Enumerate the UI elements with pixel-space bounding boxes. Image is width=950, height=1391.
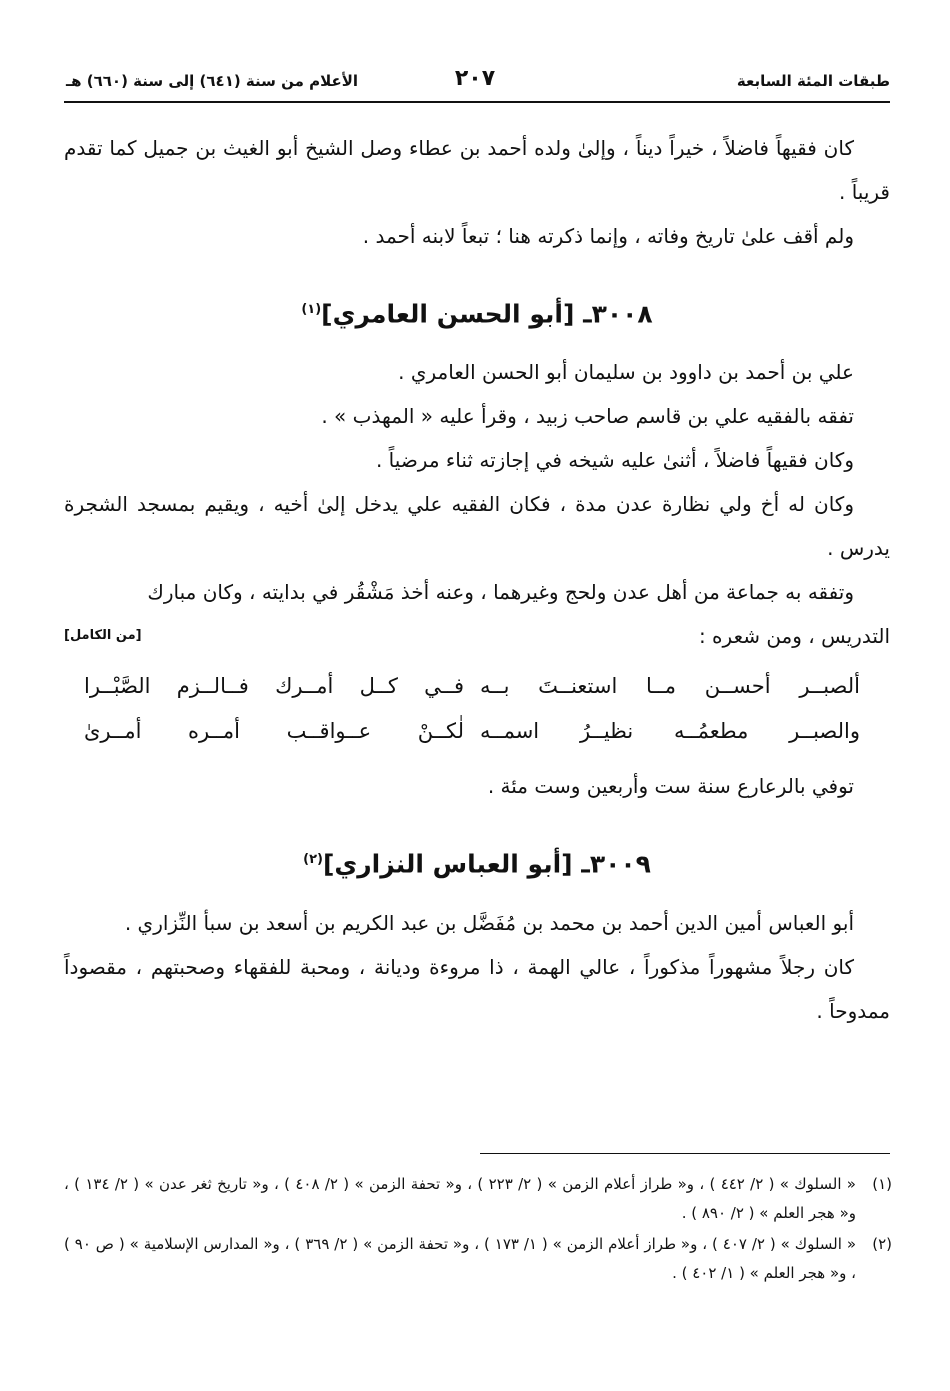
footnote-ref: (٢) <box>303 852 323 868</box>
entry-paragraph: أبو العباس أمين الدين أحمد بن محمد بن مُفَضَّل بن عبد الكريم بن أسعد بن سبأ النِّزاري . <box>124 910 854 935</box>
entry-title <box>64 288 890 336</box>
running-header-section: طبقات المئة السابعة <box>736 72 890 90</box>
footnote-ref: (١) <box>301 302 322 317</box>
poem <box>64 664 890 754</box>
poetry-intro-line <box>64 614 890 658</box>
entry-paragraph: كان رجلاً مشهوراً مذكوراً ، عالي الهمة ، ذا مروءة وديانة ، ومحبة للفقهاء وصحبتهم ، مقصوداً ممدوحاً . <box>64 954 890 1023</box>
footnote-text: « السلوك » ( ٢/ ٤٤٢ ) ، و« طراز أعلام الزمن » ( ٢/ ٢٢٣ ) ، و« تحفة الزمن » ( ٢/ ٤٠٨ ) ، و« تاريخ ثغر عدن » ( ٢/ ١٣٤ ) ، و« هجر العلم » ( ٢/ ٨٩٠ ) . <box>64 1175 856 1222</box>
entry-paragraph: التدريس ، ومن شعره : <box>698 624 890 649</box>
verse-hemistich: فــي كــل أمــرك فــالــزم الصَّبْــرا <box>84 674 464 699</box>
footnote <box>64 1170 892 1228</box>
footnote-number: (٢) <box>872 1235 892 1253</box>
entry-paragraph: توفي بالرعارع سنة ست وأربعين وست مئة . <box>487 774 854 799</box>
entry-paragraph: علي بن أحمد بن داوود بن سليمان أبو الحسن العامري . <box>398 360 854 385</box>
verse-hemistich: لٰكــنْ عــواقــب أمــره أمــرىٰ <box>84 719 464 744</box>
verse-hemistich: والصبــر مطعمُــه نظيــرُ اسمــه <box>480 719 860 744</box>
entry-title <box>64 838 890 886</box>
footnote-rule <box>480 1153 890 1154</box>
entry-paragraph: وكان له أخ ولي نظارة عدن مدة ، فكان الفقيه علي يدخل إلىٰ أخيه ، ويقيم بمسجد الشجرة يدرس . <box>64 492 890 561</box>
footnote-text: « السلوك » ( ٢/ ٤٠٧ ) ، و« طراز أعلام الزمن » ( ١/ ١٧٣ ) ، و« تحفة الزمن » ( ٢/ ٣٦٩ ) ، و« المدارس الإسلامية » ( ص ٩٠ ) ، و« هجر العلم » ( ١/ ٤٠٢ ) . <box>64 1235 857 1282</box>
footnote <box>64 1230 892 1288</box>
entry-paragraph: وكان فقيهاً فاضلاً ، أثنىٰ عليه شيخه في إجازته ثناء مرضياً . <box>375 448 854 473</box>
entry-paragraph: وتفقه به جماعة من أهل عدن ولحج وغيرهما ، وعنه أخذ مَشْقُر في بدايته ، وكان مبارك <box>147 580 854 605</box>
entry-paragraph: تفقه بالفقيه علي بن قاسم صاحب زبيد ، وقرأ عليه « المهذب » . <box>321 404 854 429</box>
running-header-range: الأعلام من سنة (٦٤١) إلى سنة (٦٦٠) هـ <box>66 72 359 90</box>
footnote-number: (١) <box>872 1175 892 1193</box>
intro-paragraph: كان فقيهاً فاضلاً ، خيراً ديناً ، وإلىٰ ولده أحمد بن عطاء وصل الشيخ أبو الغيث بن جميل كما تقدم قريباً . <box>64 136 890 204</box>
header-rule <box>64 101 890 103</box>
entry-title-text: ٣٠٠٩ـ [أبو العباس النزاري] <box>322 849 651 879</box>
verse-line <box>64 664 890 709</box>
footnotes <box>64 1170 892 1290</box>
page-number: ٢٠٧ <box>454 66 496 91</box>
entry-title-text: ٣٠٠٨ـ [أبو الحسن العامري] <box>321 299 653 329</box>
main-text <box>64 126 890 1033</box>
intro-paragraph: ولم أقف علىٰ تاريخ وفاته ، وإنما ذكرته هنا ؛ تبعاً لابنه أحمد . <box>362 224 854 248</box>
poetic-meter-label: [من الكامل] <box>64 628 142 644</box>
verse-line <box>64 709 890 754</box>
verse-hemistich: ألصبــر أحســن مــا استعنــتَ بــه <box>480 674 860 699</box>
